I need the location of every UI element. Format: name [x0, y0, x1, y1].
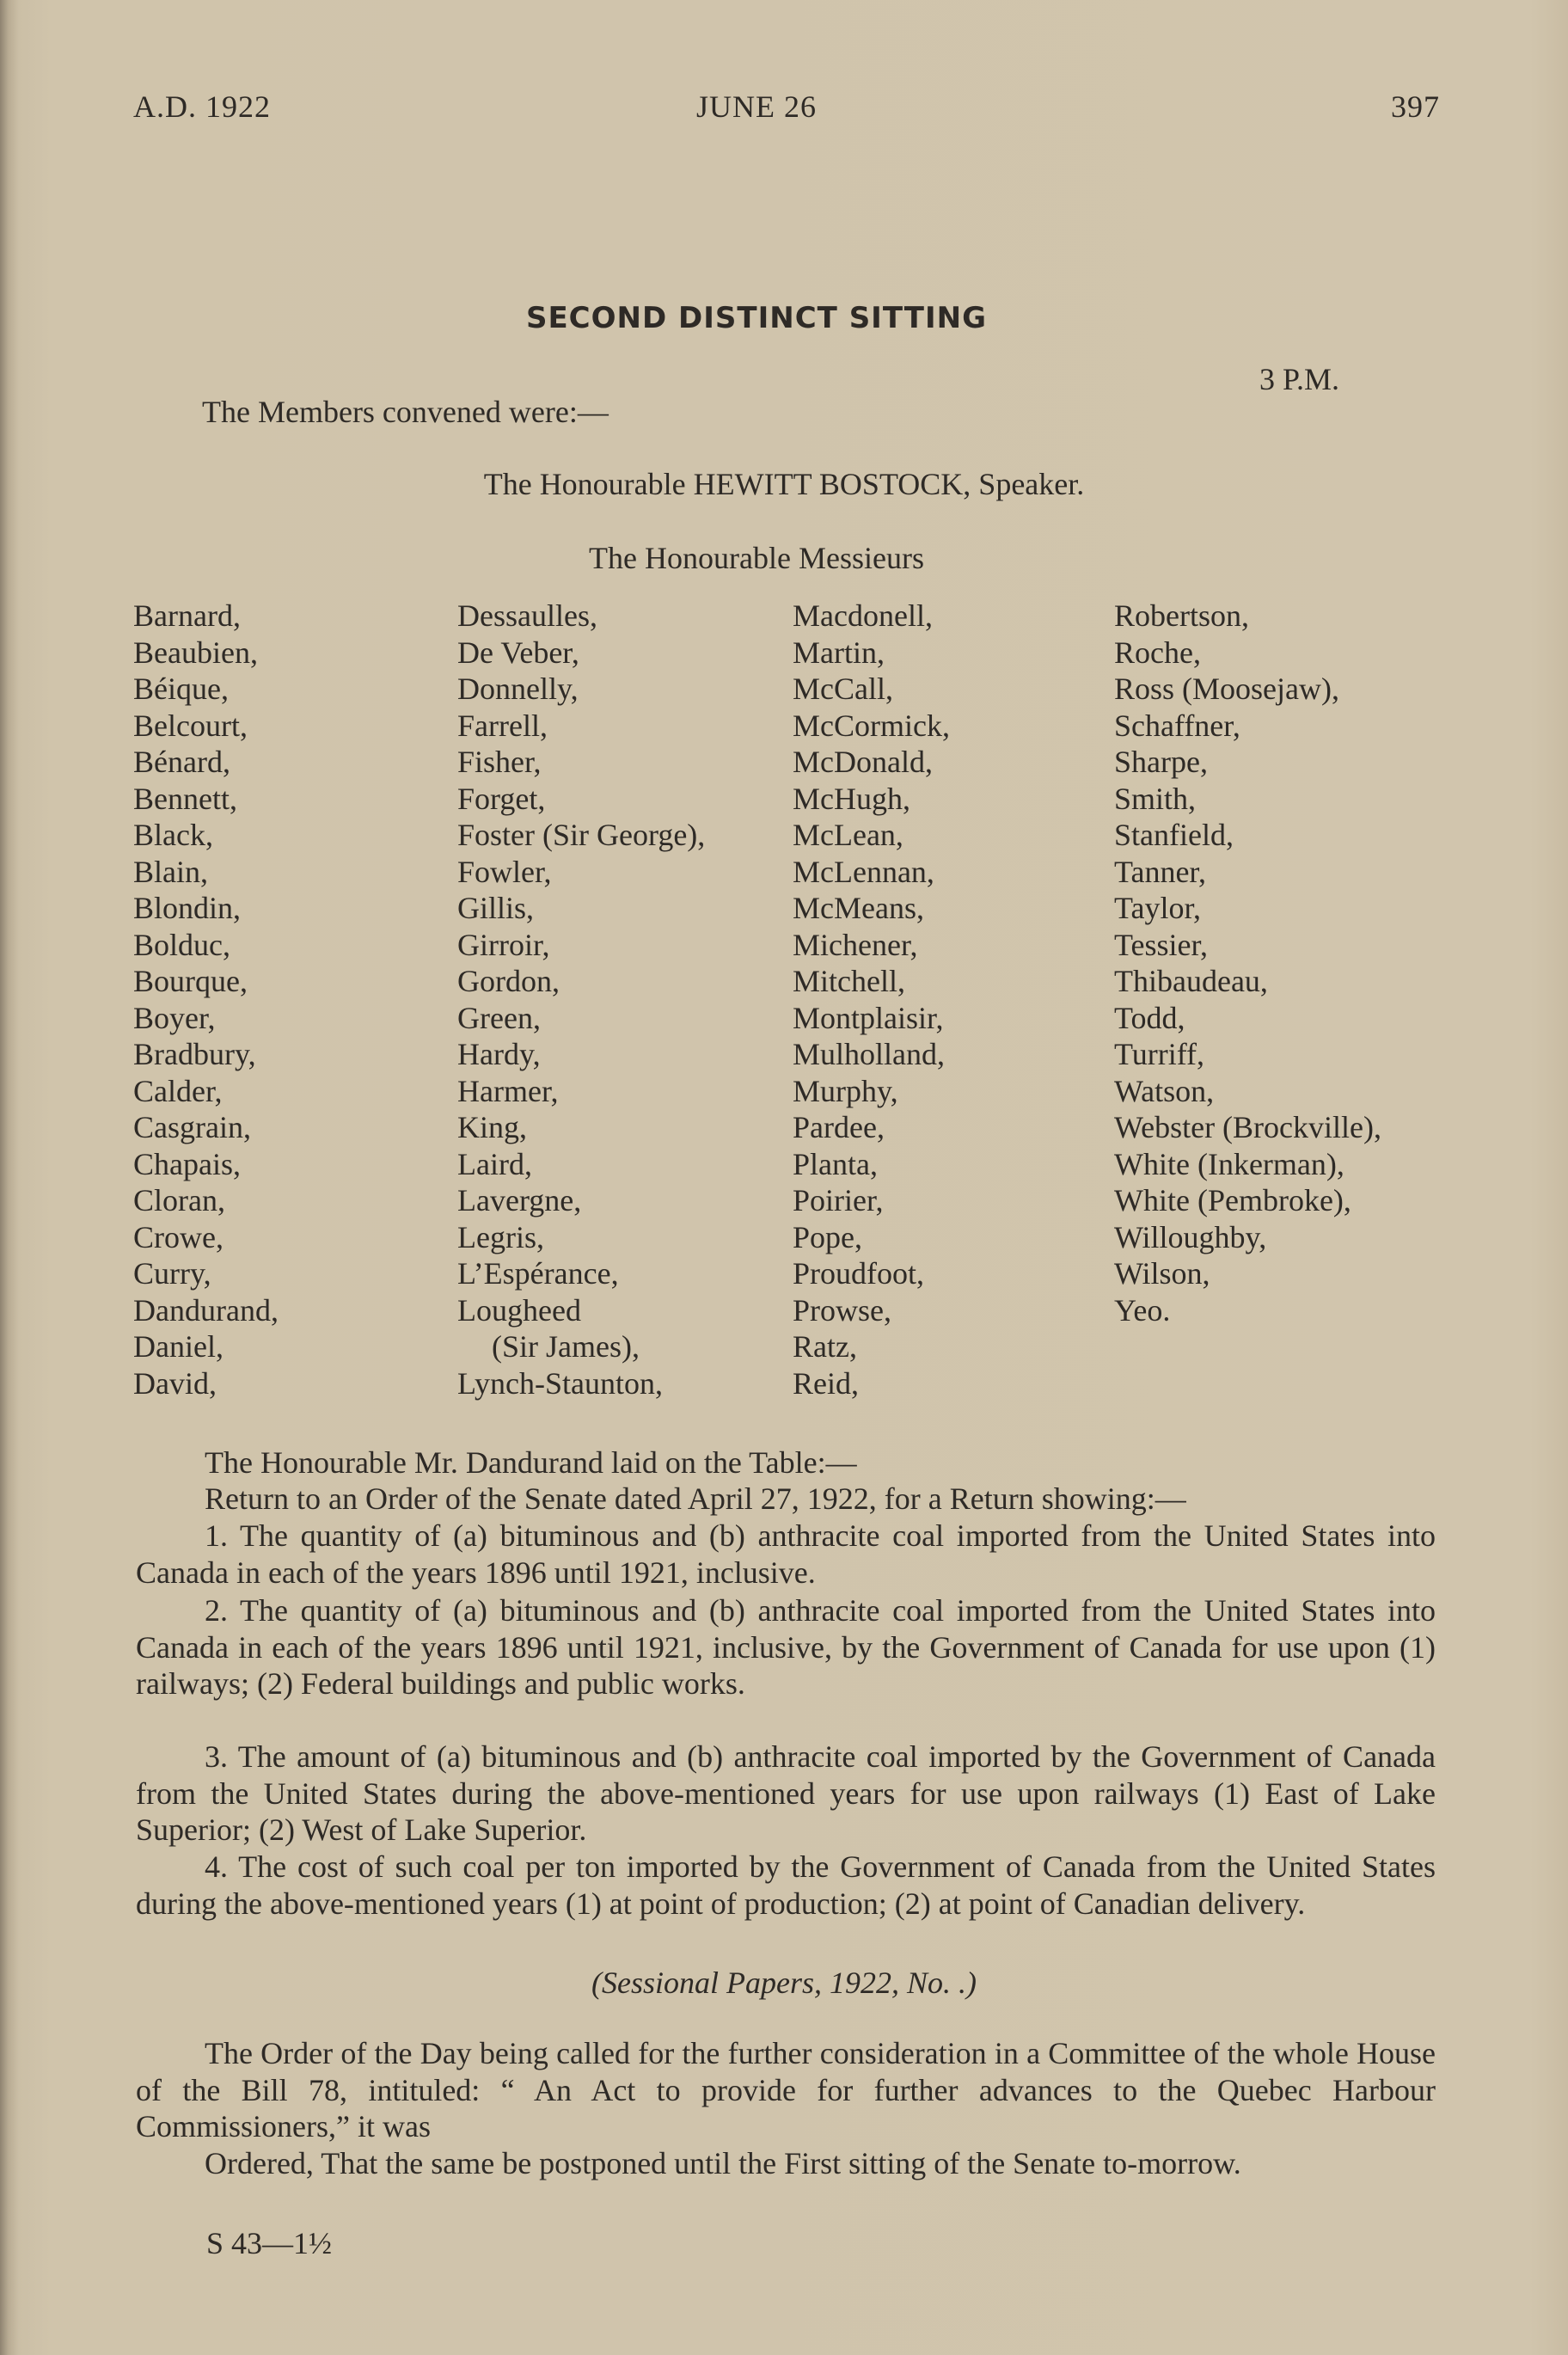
member-name: Tanner,: [1114, 854, 1206, 889]
member-name: L’Espérance,: [457, 1256, 619, 1291]
member-name: Lynch-Staunton,: [457, 1365, 663, 1401]
member-name: Daniel,: [133, 1329, 224, 1364]
member-name: Prowse,: [793, 1292, 891, 1328]
member-name: (Sir James),: [492, 1329, 640, 1364]
member-name: Tessier,: [1114, 927, 1209, 962]
messieurs-heading: The Honourable Messieurs: [589, 541, 924, 575]
member-name: McHugh,: [793, 781, 910, 816]
member-name: Cloran,: [133, 1183, 225, 1217]
member-name: Pardee,: [793, 1110, 885, 1144]
member-name: Webster (Brockville),: [1114, 1110, 1381, 1144]
sessional-papers: (Sessional Papers, 1922, No. .): [591, 1966, 977, 2000]
member-name: Béique,: [133, 672, 229, 706]
member-name: Sharpe,: [1114, 745, 1208, 779]
members-column-4: [1114, 598, 1381, 1328]
member-name: Taylor,: [1114, 891, 1202, 925]
sitting-title: SECOND DISTINCT SITTING: [525, 301, 988, 335]
member-name: Todd,: [1114, 1000, 1185, 1035]
member-name: Robertson,: [1114, 598, 1249, 633]
member-name: McMeans,: [793, 891, 924, 925]
member-name: Crowe,: [133, 1219, 224, 1254]
member-name: Montplaisir,: [793, 1000, 944, 1035]
members-column-3: [793, 598, 950, 1401]
member-name: Poirier,: [793, 1183, 884, 1217]
member-name: Wilson,: [1114, 1256, 1210, 1291]
member-name: Bolduc,: [133, 927, 230, 962]
member-name: Stanfield,: [1114, 818, 1234, 852]
member-name: Casgrain,: [133, 1110, 251, 1144]
ordered-paragraph: Ordered, That the same be postponed until the First sitting of the Senate to-morrow.: [205, 2146, 1241, 2180]
member-name: Black,: [133, 818, 213, 852]
member-name: Belcourt,: [133, 708, 248, 743]
member-name: King,: [457, 1110, 527, 1144]
order-of-day: The Order of the Day being called for the further consideration in a Committee of the whole House of the Bill 78, intituled: “ An Act to provide for further advances to the Quebec Harbour Commissioners,” it was: [136, 2036, 1436, 2143]
member-name: Lougheed: [457, 1292, 581, 1328]
member-name: Green,: [457, 1000, 541, 1035]
member-name: Boyer,: [133, 1000, 216, 1035]
members-column-2: [457, 598, 705, 1401]
member-name: Beaubien,: [133, 635, 258, 670]
member-name: Curry,: [133, 1256, 211, 1291]
member-name: Blain,: [133, 854, 208, 889]
member-name: Fisher,: [457, 745, 542, 779]
convened-line: The Members convened were:—: [202, 395, 609, 429]
member-name: Laird,: [457, 1146, 532, 1181]
member-name: Planta,: [793, 1146, 878, 1181]
member-name: Girroir,: [457, 927, 550, 962]
member-name: Murphy,: [793, 1073, 898, 1108]
return-item-1: 1. The quantity of (a) bituminous and (b) anthracite coal imported from the United States into Canada in each of the years 1896 until 1921, inclusive.: [136, 1518, 1436, 1590]
member-name: Chapais,: [133, 1146, 241, 1181]
return-item-3: 3. The amount of (a) bituminous and (b) anthracite coal imported by the Government of Canada from the United States during the above-mentioned years for use upon railways (1) East of Lake Superior; (2) West of Lake Superior.: [136, 1739, 1436, 1847]
member-name: Smith,: [1114, 781, 1197, 816]
speaker-line: The Honourable HEWITT BOSTOCK, Speaker.: [483, 467, 1085, 501]
member-name: Martin,: [793, 635, 885, 670]
member-name: McLean,: [793, 818, 903, 852]
member-name: Mulholland,: [793, 1037, 945, 1071]
member-name: Ross (Moosejaw),: [1114, 672, 1339, 706]
member-name: Bourque,: [133, 964, 248, 998]
member-name: Legris,: [457, 1219, 544, 1254]
return-item-4: 4. The cost of such coal per ton imported by the Government of Canada from the United States during the above-mentioned years (1) at point of production; (2) at point of Canadian delivery.: [136, 1849, 1436, 1921]
member-name: Harmer,: [457, 1073, 559, 1108]
member-name: Reid,: [793, 1365, 859, 1401]
member-name: McLennan,: [793, 854, 934, 889]
page-number: 397: [1391, 89, 1440, 124]
member-name: Dandurand,: [133, 1292, 279, 1328]
member-name: Calder,: [133, 1073, 223, 1108]
member-name: Schaffner,: [1114, 708, 1240, 743]
member-name: De Veber,: [457, 635, 579, 670]
member-name: Turriff,: [1114, 1037, 1205, 1071]
member-name: Bennett,: [133, 781, 237, 816]
member-name: McCormick,: [793, 708, 950, 743]
member-name: Blondin,: [133, 891, 242, 925]
sitting-time: 3 P.M.: [1259, 362, 1340, 396]
member-name: Hardy,: [457, 1037, 541, 1071]
member-name: Bénard,: [133, 745, 230, 779]
member-name: Macdonell,: [793, 598, 933, 633]
member-name: David,: [133, 1365, 217, 1401]
member-name: Michener,: [793, 927, 918, 962]
member-name: Yeo.: [1114, 1292, 1171, 1328]
member-name: Willoughby,: [1114, 1219, 1267, 1254]
header-year: A.D. 1922: [133, 89, 271, 124]
return-line: Return to an Order of the Senate dated April 27, 1922, for a Return showing:—: [205, 1481, 1186, 1516]
member-name: Fowler,: [457, 854, 552, 889]
member-name: Lavergne,: [457, 1183, 582, 1217]
member-name: Ratz,: [793, 1329, 857, 1364]
member-name: Mitchell,: [793, 964, 905, 998]
member-name: Watson,: [1114, 1073, 1215, 1108]
member-name: Forget,: [457, 781, 546, 816]
member-name: Gordon,: [457, 964, 560, 998]
member-name: Proudfoot,: [793, 1256, 924, 1291]
header-date: JUNE 26: [696, 89, 817, 124]
members-column-1: [133, 598, 279, 1401]
member-name: Gillis,: [457, 891, 535, 925]
member-name: Bradbury,: [133, 1037, 256, 1071]
member-name: Dessaulles,: [457, 598, 597, 633]
member-name: White (Inkerman),: [1114, 1146, 1344, 1181]
member-name: Thibaudeau,: [1114, 964, 1268, 998]
member-name: White (Pembroke),: [1114, 1183, 1351, 1217]
member-name: Barnard,: [133, 598, 241, 633]
member-name: Roche,: [1114, 635, 1201, 670]
member-name: McCall,: [793, 672, 893, 706]
member-name: Foster (Sir George),: [457, 818, 706, 852]
member-name: Farrell,: [457, 708, 548, 743]
member-name: McDonald,: [793, 745, 933, 779]
member-name: Pope,: [793, 1219, 862, 1254]
member-name: Donnelly,: [457, 672, 579, 706]
tabled-intro: The Honourable Mr. Dandurand laid on the Table:—: [205, 1445, 857, 1480]
signature-mark: S 43—1½: [206, 2226, 333, 2260]
return-item-2: 2. The quantity of (a) bituminous and (b) anthracite coal imported from the United States into Canada in each of the years 1896 until 1921, inclusive, by the Government of Canada for use upon (1) railways; (2) Federal buildings and public works.: [136, 1593, 1436, 1701]
